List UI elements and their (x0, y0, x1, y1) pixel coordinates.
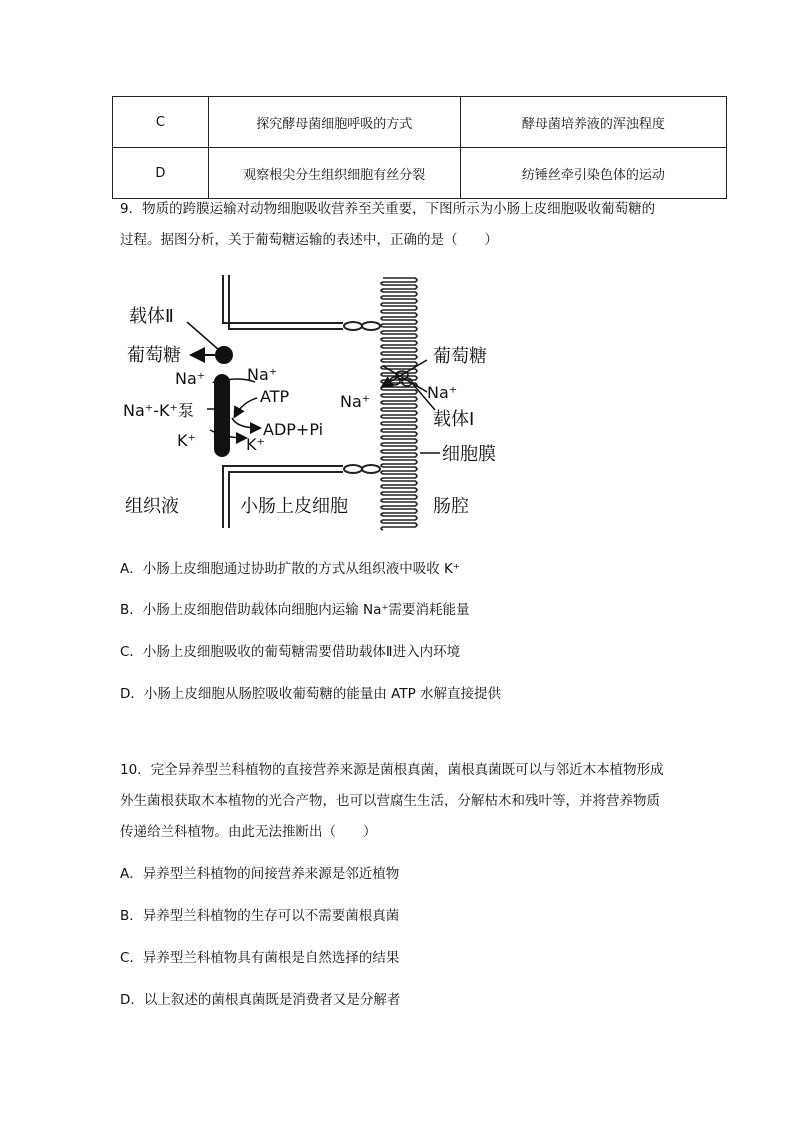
options-table (112, 96, 727, 199)
label-glucose-right: 葡萄糖 (433, 346, 487, 367)
label-membrane: 细胞膜 (442, 444, 496, 465)
na-k-pump-icon (214, 374, 230, 457)
q9-option-c: C．小肠上皮细胞吸收的葡萄糖需要借助载体Ⅱ进入内环境 (120, 644, 461, 660)
label-k-inner: K⁺ (246, 435, 265, 454)
label-carrier-i: 载体Ⅰ (433, 409, 475, 430)
cell-membrane-top (223, 275, 343, 323)
label-na-left: Na⁺ (175, 369, 206, 388)
question-9-stem (120, 194, 680, 256)
label-na-inner: Na⁺ (247, 365, 278, 384)
label-carrier-ii: 载体Ⅱ (129, 306, 174, 327)
label-glucose-left: 葡萄糖 (127, 345, 181, 366)
row-letter: D (113, 148, 209, 199)
question-9-line-2: 过程。据图分析，关于葡萄糖运输的表述中，正确的是（ ） (120, 232, 498, 248)
question-10-line-3: 传递给兰科植物。由此无法推断出（ ） (120, 824, 377, 840)
tight-junction-bottom (344, 465, 380, 473)
microvilli-path (381, 278, 417, 530)
label-tissue-fluid: 组织液 (125, 496, 179, 517)
label-pump: Na⁺-K⁺泵 (123, 401, 194, 420)
tight-junction-top (344, 322, 380, 330)
question-10-stem (120, 755, 680, 848)
table-row (113, 97, 727, 148)
adp-arrow (232, 418, 259, 428)
question-10-line-2: 外生菌根获取木本植物的光合产物，也可以营腐生生活，分解枯木和残叶等，并将营养物质 (120, 793, 660, 809)
label-lumen: 肠腔 (433, 496, 469, 517)
glucose-transport-diagram (115, 270, 515, 532)
label-k-left: K⁺ (177, 431, 196, 450)
q10-option-c: C．异养型兰科植物具有菌根是自然选择的结果 (120, 950, 400, 966)
question-10-line-1: 10．完全异养型兰科植物的直接营养来源是菌根真菌，菌根真菌既可以与邻近木本植物形成 (120, 762, 664, 778)
q10-option-a: A．异养型兰科植物的间接营养来源是邻近植物 (120, 866, 400, 882)
row-experiment: 探究酵母菌细胞呼吸的方式 (208, 97, 460, 148)
label-na-lumen: Na⁺ (340, 392, 371, 411)
q9-option-d: D．小肠上皮细胞从肠腔吸收葡萄糖的能量由 ATP 水解直接提供 (120, 686, 502, 702)
row-observation: 纺锤丝牵引染色体的运动 (460, 148, 726, 199)
question-9-line-1: 9．物质的跨膜运输对动物细胞吸收营养至关重要，下图所示为小肠上皮细胞吸收葡萄糖的 (120, 201, 656, 217)
label-atp: ATP (260, 387, 290, 406)
label-adp: ADP+Pi (263, 420, 324, 439)
microvilli (381, 278, 417, 530)
row-observation: 酵母菌培养液的浑浊程度 (460, 97, 726, 148)
q10-option-b: B．异养型兰科植物的生存可以不需要菌根真菌 (120, 908, 400, 924)
label-na-right: Na⁺ (427, 383, 458, 402)
q9-option-a: A．小肠上皮细胞通过协助扩散的方式从组织液中吸收 K⁺ (120, 561, 461, 577)
table-row (113, 148, 727, 199)
cell-membrane-top-inner (229, 275, 343, 329)
row-experiment: 观察根尖分生组织细胞有丝分裂 (208, 148, 460, 199)
label-epithelial-cell: 小肠上皮细胞 (240, 496, 348, 517)
carrier-ii-pointer (187, 322, 219, 350)
atp-arrow (235, 398, 257, 416)
q10-option-d: D．以上叙述的菌根真菌既是消费者又是分解者 (120, 992, 401, 1008)
na-in-arrow (383, 366, 427, 392)
row-letter: C (113, 97, 209, 148)
q9-option-b: B．小肠上皮细胞借助载体向细胞内运输 Na⁺需要消耗能量 (120, 602, 470, 618)
